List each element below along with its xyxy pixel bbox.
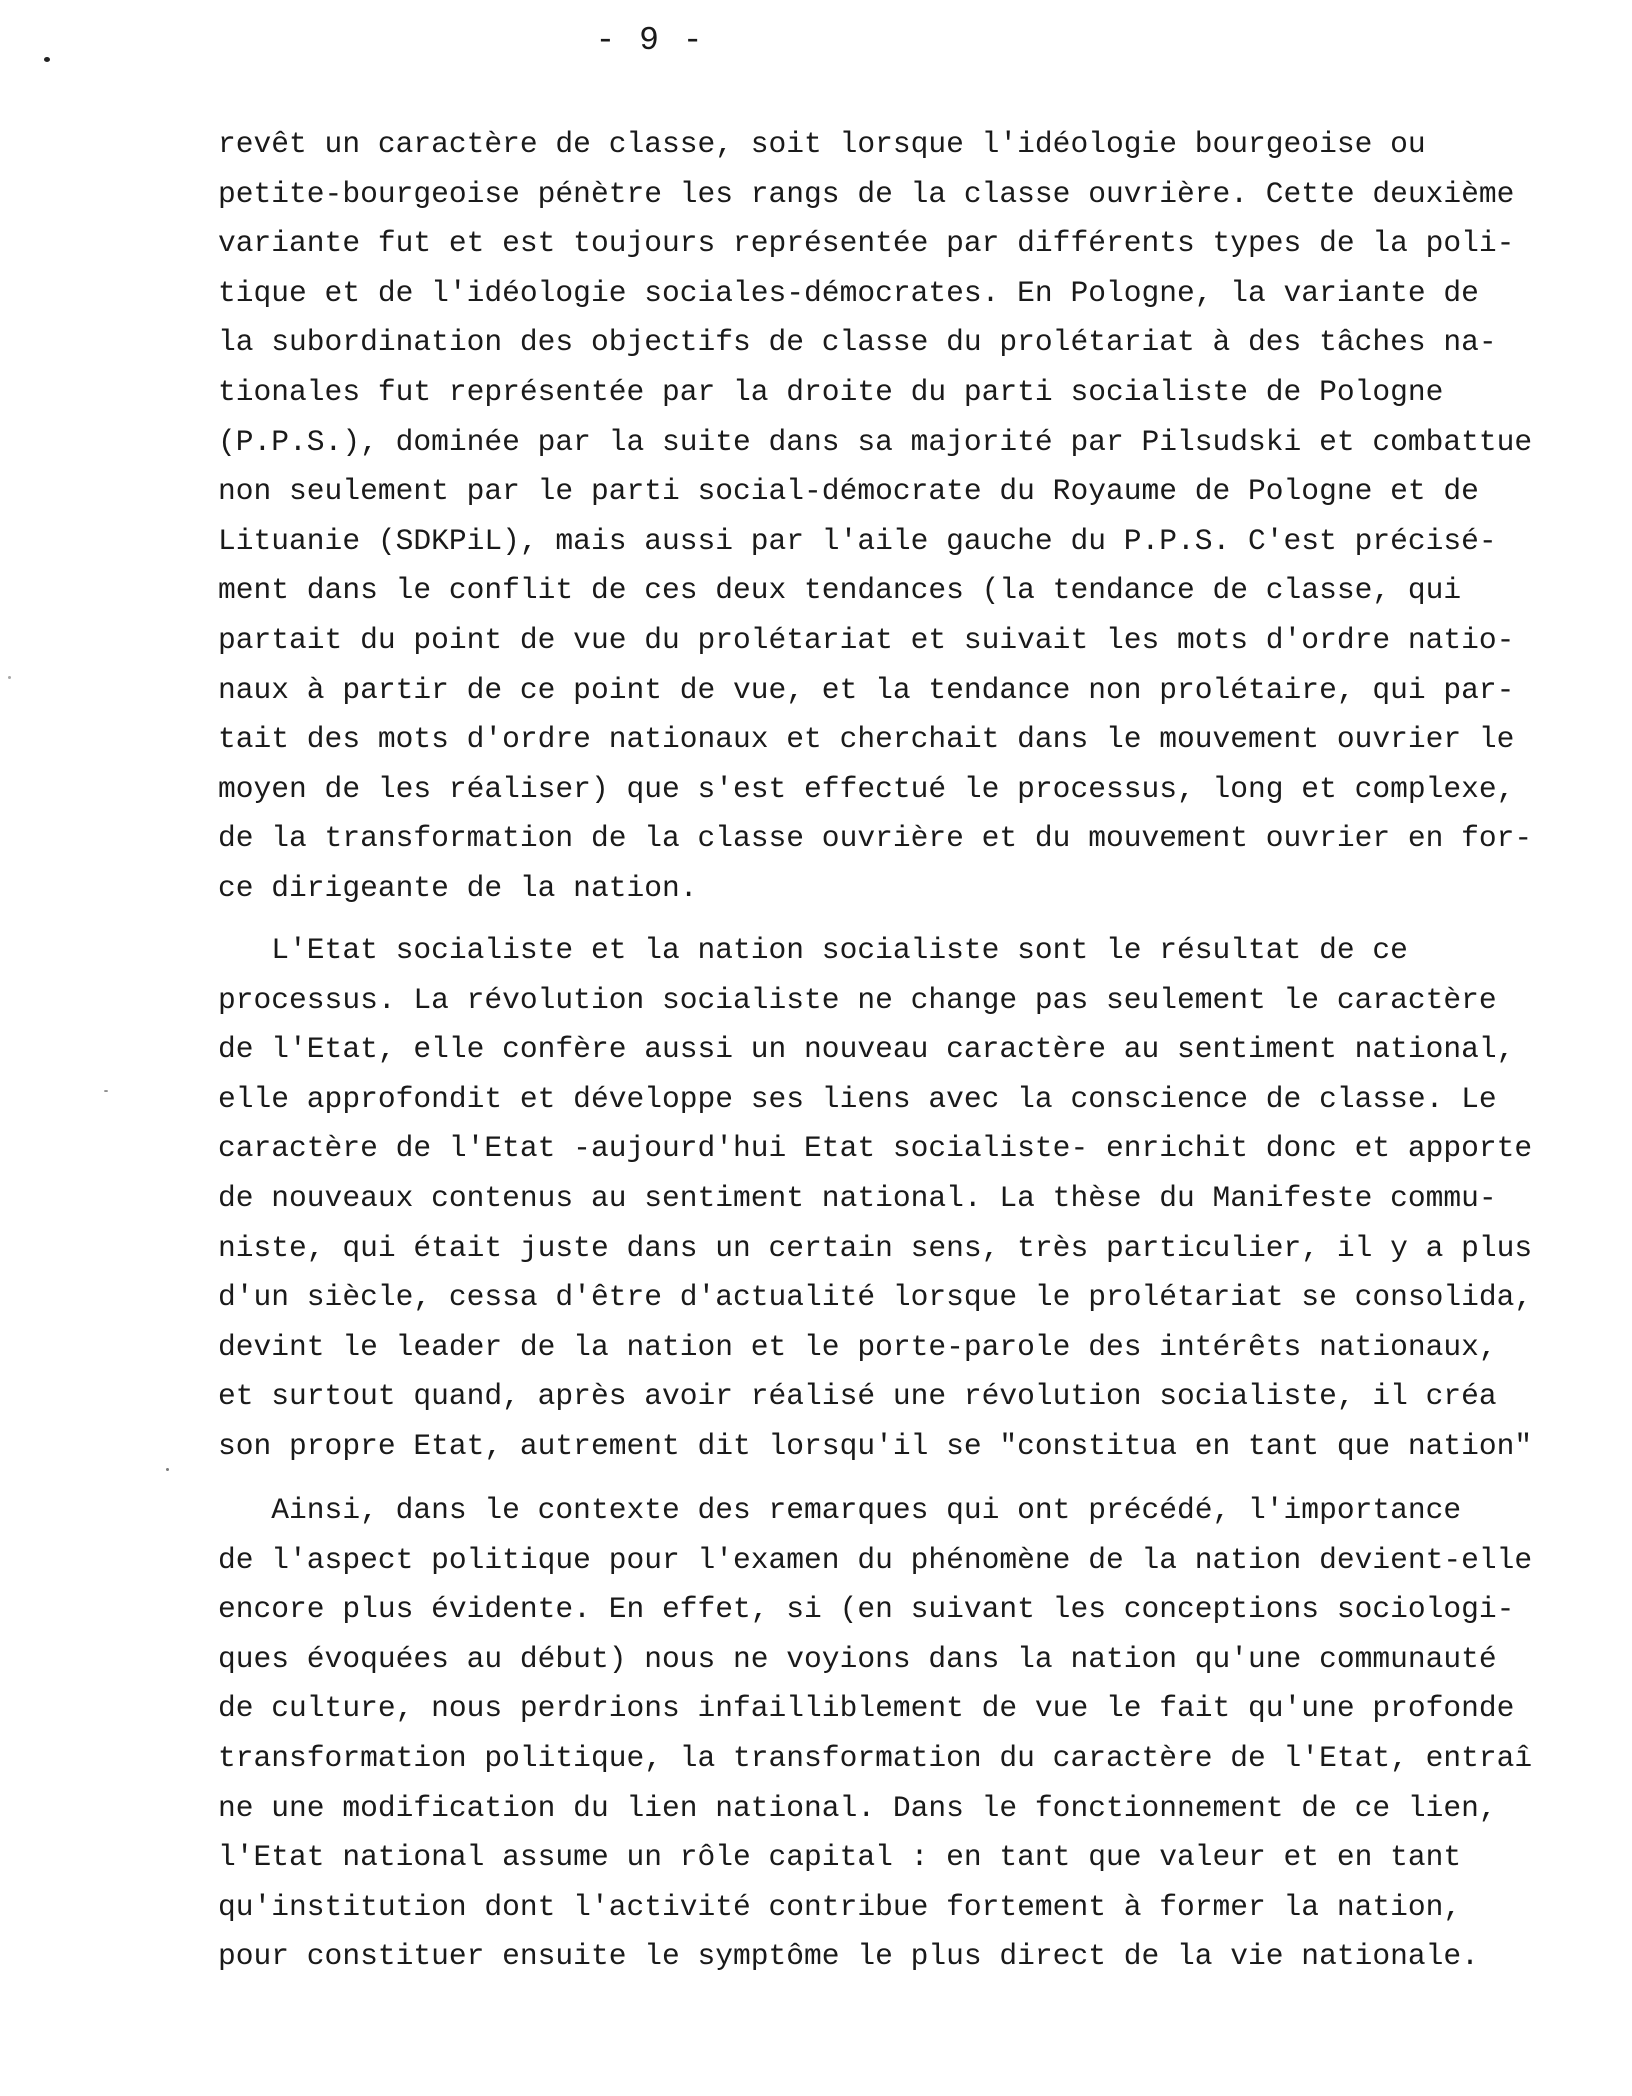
text-line: encore plus évidente. En effet, si (en suivant les conceptions sociologi- [218,1592,1515,1627]
text-line: tique et de l'idéologie sociales-démocrates. En Pologne, la variante de [218,275,1479,310]
text-line: et surtout quand, après avoir réalisé une révolution socialiste, il créa [218,1379,1497,1414]
text-line: qu'institution dont l'activité contribue fortement à former la nation, [218,1889,1462,1924]
paragraph [218,1486,1598,1982]
text-line: Lituanie (SDKPiL), mais aussi par l'aile gauche du P.P.S. C'est précisé- [218,523,1497,558]
scan-speck [44,57,50,62]
text-line: de l'aspect politique pour l'examen du phénomène de la nation devient-elle [218,1542,1533,1577]
text-line: Ainsi, dans le contexte des remarques qui ont précédé, l'importance [218,1493,1462,1527]
page-number: - 9 - [595,22,705,59]
text-line: niste, qui était juste dans un certain sens, très particulier, il y a plus [218,1230,1533,1265]
scan-speck [8,676,11,679]
text-line: processus. La révolution socialiste ne change pas seulement le caractère [218,982,1497,1017]
text-line: devint le leader de la nation et le porte-parole des intérêts nationaux, [218,1329,1497,1364]
text-line: son propre Etat, autrement dit lorsqu'il se "constitua en tant que nation" [218,1428,1533,1463]
scan-speck [166,1468,169,1471]
text-line: naux à partir de ce point de vue, et la tendance non prolétaire, qui par- [218,672,1515,707]
text-line: partait du point de vue du prolétariat et suivait les mots d'ordre natio- [218,622,1515,657]
text-line: L'Etat socialiste et la nation socialiste sont le résultat de ce [218,933,1408,967]
text-line: non seulement par le parti social-démocrate du Royaume de Pologne et de [218,474,1479,509]
text-line: pour constituer ensuite le symptôme le plus direct de la vie nationale. [218,1939,1479,1974]
text-line: variante fut et est toujours représentée par différents types de la poli- [218,226,1515,261]
text-line: caractère de l'Etat -aujourd'hui Etat socialiste- enrichit donc et apporte [218,1131,1533,1166]
text-line: petite-bourgeoise pénètre les rangs de la classe ouvrière. Cette deuxième [218,176,1515,211]
scan-speck [104,1090,108,1092]
text-line: (P.P.S.), dominée par la suite dans sa majorité par Pilsudski et combattue [218,424,1533,459]
paragraph [218,120,1598,914]
paragraph [218,926,1598,1472]
text-line: de culture, nous perdrions infailliblement de vue le fait qu'une profonde [218,1691,1515,1726]
text-line: la subordination des objectifs de classe du prolétariat à des tâches na- [218,325,1497,360]
text-line: de la transformation de la classe ouvrière et du mouvement ouvrier en for- [218,821,1533,856]
text-line: revêt un caractère de classe, soit lorsque l'idéologie bourgeoise ou [218,127,1426,161]
text-line: elle approfondit et développe ses liens avec la conscience de classe. Le [218,1081,1497,1116]
text-line: moyen de les réaliser) que s'est effectué le processus, long et complexe, [218,771,1515,806]
text-line: ment dans le conflit de ces deux tendances (la tendance de classe, qui [218,573,1462,608]
text-line: tait des mots d'ordre nationaux et cherchait dans le mouvement ouvrier le [218,722,1515,757]
text-line: de l'Etat, elle confère aussi un nouveau caractère au sentiment national, [218,1032,1515,1067]
text-line: d'un siècle, cessa d'être d'actualité lorsque le prolétariat se consolida, [218,1280,1533,1315]
text-line: de nouveaux contenus au sentiment national. La thèse du Manifeste commu- [218,1180,1497,1215]
text-line: ques évoquées au début) nous ne voyions dans la nation qu'une communauté [218,1641,1497,1676]
text-line: tionales fut représentée par la droite du parti socialiste de Pologne [218,374,1444,409]
text-line: ce dirigeante de la nation. [218,870,698,905]
text-line: ne une modification du lien national. Dans le fonctionnement de ce lien, [218,1790,1497,1825]
text-line: l'Etat national assume un rôle capital : en tant que valeur et en tant [218,1840,1462,1875]
text-line: transformation politique, la transformation du caractère de l'Etat, entraî [218,1740,1533,1775]
